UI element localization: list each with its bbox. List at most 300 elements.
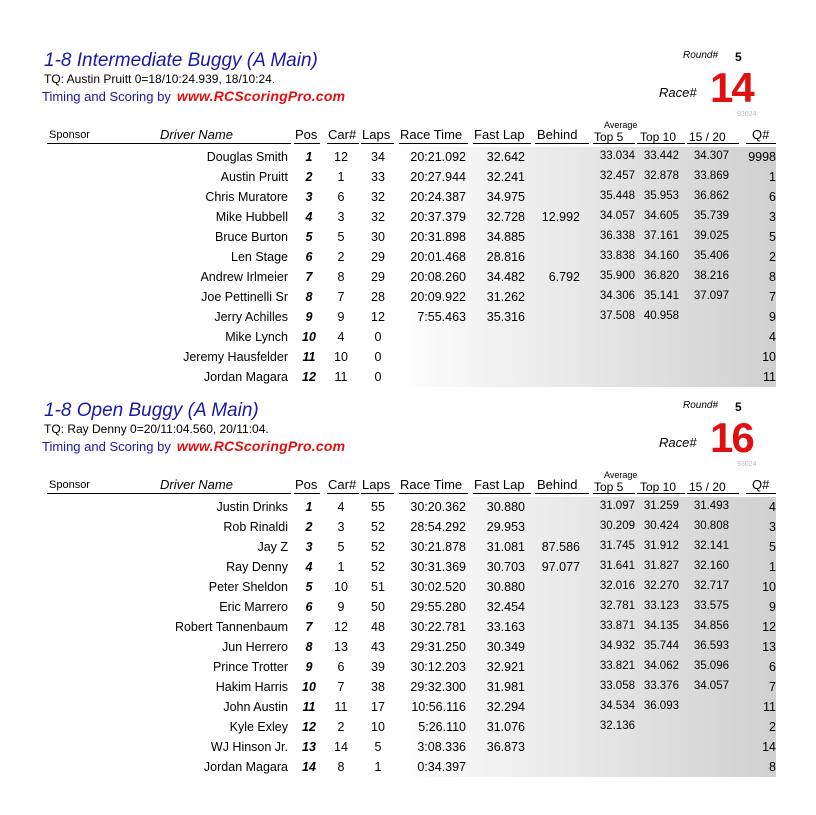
- header-underline: [327, 493, 359, 494]
- qualifying-number: 4: [769, 500, 776, 514]
- race-label: Race#: [659, 435, 697, 450]
- result-row: [0, 227, 816, 247]
- car-number: 1: [337, 170, 345, 184]
- qualifying-number: 6: [769, 660, 776, 674]
- header-underline: [593, 143, 635, 144]
- race-time: 7:55.463: [417, 310, 466, 324]
- driver-name: Prince Trotter: [212, 660, 288, 674]
- driver-name: Jay Z: [257, 540, 288, 554]
- car-number: 9: [337, 600, 345, 614]
- header-underline: [687, 143, 739, 144]
- laps: 29: [371, 270, 385, 284]
- top10-average: 35.744: [643, 640, 679, 652]
- laps: 43: [371, 640, 385, 654]
- race-time: 20:08.260: [410, 270, 466, 284]
- header-underline: [687, 493, 739, 494]
- car-number: 12: [334, 620, 348, 634]
- driver-name: Bruce Burton: [215, 230, 288, 244]
- driver-name: Kyle Exley: [229, 720, 288, 734]
- header-underline: [101, 143, 291, 144]
- top15-20-average: 33.869: [693, 170, 729, 182]
- race-time: 3:08.336: [417, 740, 466, 754]
- laps: 38: [371, 680, 385, 694]
- driver-name: Justin Drinks: [216, 500, 288, 514]
- laps: 17: [371, 700, 385, 714]
- header-underline: [746, 493, 776, 494]
- qualifying-number: 14: [762, 740, 776, 754]
- position: 2: [305, 520, 313, 534]
- scoring-site-link[interactable]: www.RCScoringPro.com: [176, 88, 346, 104]
- result-row: [0, 537, 816, 557]
- result-row: [0, 287, 816, 307]
- fast-lap: 36.873: [486, 740, 525, 754]
- laps: 39: [371, 660, 385, 674]
- top15-20-average: 33.575: [693, 600, 729, 612]
- qualifying-number: 5: [769, 540, 776, 554]
- fast-lap: 30.703: [486, 560, 525, 574]
- position: 4: [305, 560, 313, 574]
- race-time: 20:21.092: [410, 150, 466, 164]
- result-row: [0, 517, 816, 537]
- driver-name: Jeremy Hausfelder: [183, 350, 288, 364]
- top10-average: 40.958: [643, 310, 679, 322]
- top5-average: 33.821: [599, 660, 635, 672]
- row-shading: [396, 327, 776, 347]
- top5-average: 31.745: [599, 540, 635, 552]
- fast-lap: 32.454: [486, 600, 525, 614]
- tq-line: TQ: Austin Pruitt 0=18/10:24.939, 18/10:24.: [44, 72, 276, 86]
- car-number: 5: [337, 230, 345, 244]
- top5-average: 31.641: [599, 560, 635, 572]
- fast-lap: 30.349: [486, 640, 525, 654]
- qualifying-number: 11: [763, 370, 776, 384]
- qualifying-number: 4: [769, 330, 776, 344]
- top10-average: 37.161: [643, 230, 679, 242]
- header-underline: [637, 493, 685, 494]
- race-code: 93024: [737, 111, 757, 118]
- fast-lap: 31.076: [486, 720, 525, 734]
- column-header-top5: Top 5: [594, 480, 624, 494]
- race-time: 30:02.520: [410, 580, 466, 594]
- qualifying-number: 7: [769, 290, 776, 304]
- fast-lap: 32.921: [486, 660, 525, 674]
- top10-average: 33.123: [643, 600, 679, 612]
- driver-name: Mike Lynch: [225, 330, 288, 344]
- row-shading: [396, 347, 776, 367]
- car-number: 8: [337, 270, 345, 284]
- header-underline: [361, 493, 394, 494]
- top15-20-average: 30.808: [693, 520, 729, 532]
- top10-average: 30.424: [643, 520, 679, 532]
- column-header-top10: Top 10: [640, 130, 677, 144]
- driver-name: Andrew Irlmeier: [200, 270, 288, 284]
- top15-20-average: 38.216: [693, 270, 729, 282]
- laps: 32: [371, 190, 385, 204]
- top10-average: 31.259: [643, 500, 679, 512]
- column-header-race-time: Race Time: [400, 477, 463, 492]
- position: 9: [305, 310, 313, 324]
- fast-lap: 33.163: [486, 620, 525, 634]
- position: 7: [305, 270, 313, 284]
- laps: 34: [371, 150, 385, 164]
- race-time: 29:55.280: [410, 600, 466, 614]
- column-header-laps: Laps: [362, 477, 391, 492]
- column-header-car: Car#: [328, 127, 357, 142]
- car-number: 4: [337, 330, 345, 344]
- top10-average: 32.270: [643, 580, 679, 592]
- result-row: [0, 307, 816, 327]
- header-underline: [593, 493, 635, 494]
- result-row: [0, 347, 816, 367]
- race-label: Race#: [659, 85, 697, 100]
- round-number: 5: [735, 50, 742, 64]
- column-header-driver: Driver Name: [160, 477, 233, 492]
- top10-average: 31.827: [643, 560, 679, 572]
- top15-20-average: 31.493: [693, 500, 729, 512]
- timing-credit: [42, 438, 345, 454]
- result-row: [0, 737, 816, 757]
- fast-lap: 35.316: [486, 310, 525, 324]
- car-number: 10: [334, 580, 348, 594]
- tq-line: TQ: Ray Denny 0=20/11:04.560, 20/11:04.: [44, 422, 269, 436]
- laps: 32: [371, 210, 385, 224]
- race-time: 30:12.203: [410, 660, 466, 674]
- driver-name: Mike Hubbell: [215, 210, 288, 224]
- car-number: 3: [337, 210, 345, 224]
- car-number: 6: [337, 660, 345, 674]
- fast-lap: 32.642: [486, 150, 525, 164]
- position: 5: [305, 580, 313, 594]
- laps: 28: [371, 290, 385, 304]
- top10-average: 32.878: [643, 170, 679, 182]
- driver-name: Douglas Smith: [206, 150, 288, 164]
- driver-name: Hakim Harris: [215, 680, 288, 694]
- top15-20-average: 32.141: [693, 540, 729, 552]
- column-header-driver: Driver Name: [160, 127, 233, 142]
- qualifying-number: 9998: [748, 150, 776, 164]
- race-time: 30:20.362: [410, 500, 466, 514]
- car-number: 4: [337, 500, 345, 514]
- fast-lap: 34.482: [486, 270, 525, 284]
- top5-average: 31.097: [599, 500, 635, 512]
- top5-average: 32.136: [599, 720, 635, 732]
- result-row: [0, 557, 816, 577]
- column-header-top10: Top 10: [640, 480, 677, 494]
- race-code: 93024: [737, 461, 757, 468]
- column-header-behind: Behind: [537, 477, 578, 492]
- race-section: [0, 50, 816, 400]
- laps: 50: [371, 600, 385, 614]
- qualifying-number: 9: [769, 600, 776, 614]
- top5-average: 32.016: [599, 580, 635, 592]
- car-number: 14: [334, 740, 348, 754]
- column-header-sponsor: Sponsor: [49, 479, 90, 491]
- laps: 48: [371, 620, 385, 634]
- position: 8: [305, 640, 313, 654]
- race-time: 20:09.922: [410, 290, 466, 304]
- result-row: [0, 577, 816, 597]
- position: 8: [305, 290, 313, 304]
- race-time: 30:31.369: [410, 560, 466, 574]
- race-time: 20:31.898: [410, 230, 466, 244]
- behind: 12.992: [541, 210, 580, 224]
- average-label: Average: [604, 120, 638, 130]
- laps: 1: [374, 760, 382, 774]
- position: 12: [302, 720, 316, 734]
- column-header-race-time: Race Time: [400, 127, 463, 142]
- column-header-fast-lap: Fast Lap: [474, 477, 525, 492]
- header-underline: [473, 143, 531, 144]
- qualifying-number: 11: [763, 700, 776, 714]
- laps: 5: [374, 740, 382, 754]
- race-time: 30:22.781: [410, 620, 466, 634]
- top10-average: 36.093: [643, 700, 679, 712]
- timing-label: Timing and Scoring by: [42, 89, 171, 104]
- driver-name: Ray Denny: [226, 560, 288, 574]
- column-header-pos: Pos: [295, 477, 318, 492]
- result-row: [0, 167, 816, 187]
- fast-lap: 34.885: [486, 230, 525, 244]
- round-label: Round#: [683, 50, 719, 61]
- qualifying-number: 2: [769, 250, 776, 264]
- scoring-site-link[interactable]: www.RCScoringPro.com: [176, 438, 346, 454]
- laps: 0: [374, 350, 382, 364]
- top15-20-average: 35.739: [693, 210, 729, 222]
- qualifying-number: 10: [762, 580, 776, 594]
- fast-lap: 32.294: [486, 700, 525, 714]
- top10-average: 35.953: [643, 190, 679, 202]
- laps: 12: [371, 310, 385, 324]
- column-header-laps: Laps: [362, 127, 391, 142]
- car-number: 13: [334, 640, 348, 654]
- driver-name: WJ Hinson Jr.: [210, 740, 288, 754]
- result-row: [0, 697, 816, 717]
- top15-20-average: 36.862: [693, 190, 729, 202]
- driver-name: Eric Marrero: [219, 600, 288, 614]
- fast-lap: 32.241: [486, 170, 525, 184]
- top10-average: 36.820: [643, 270, 679, 282]
- top5-average: 35.448: [599, 190, 635, 202]
- position: 10: [302, 680, 316, 694]
- position: 6: [305, 600, 313, 614]
- header-underline: [361, 143, 394, 144]
- position: 2: [305, 170, 313, 184]
- header-underline: [535, 493, 589, 494]
- laps: 52: [371, 540, 385, 554]
- driver-name: Jerry Achilles: [214, 310, 288, 324]
- laps: 0: [374, 330, 382, 344]
- top10-average: 35.141: [643, 290, 679, 302]
- car-number: 3: [337, 520, 345, 534]
- top15-20-average: 32.717: [693, 580, 729, 592]
- car-number: 2: [337, 720, 345, 734]
- result-row: [0, 147, 816, 167]
- position: 4: [305, 210, 313, 224]
- qualifying-number: 3: [769, 210, 776, 224]
- header-underline: [327, 143, 359, 144]
- car-number: 5: [337, 540, 345, 554]
- average-label: Average: [604, 470, 638, 480]
- driver-name: Len Stage: [231, 250, 288, 264]
- top5-average: 34.932: [599, 640, 635, 652]
- column-header-fast-lap: Fast Lap: [474, 127, 525, 142]
- header-underline: [101, 493, 291, 494]
- position: 11: [302, 350, 316, 364]
- behind: 97.077: [541, 560, 580, 574]
- driver-name: Jordan Magara: [203, 760, 288, 774]
- top15-20-average: 35.406: [693, 250, 729, 262]
- result-row: [0, 327, 816, 347]
- driver-name: Jordan Magara: [203, 370, 288, 384]
- car-number: 7: [337, 680, 345, 694]
- laps: 52: [371, 560, 385, 574]
- qualifying-number: 1: [769, 560, 776, 574]
- top5-average: 33.058: [599, 680, 635, 692]
- header-underline: [637, 143, 685, 144]
- column-header-top1520: 15 / 20: [689, 130, 726, 144]
- row-shading: [396, 367, 776, 387]
- qualifying-number: 13: [762, 640, 776, 654]
- top5-average: 36.338: [599, 230, 635, 242]
- column-header-top5: Top 5: [594, 130, 624, 144]
- top15-20-average: 34.057: [693, 680, 729, 692]
- race-time: 30:21.878: [410, 540, 466, 554]
- top15-20-average: 36.593: [693, 640, 729, 652]
- race-section: [0, 400, 816, 774]
- position: 1: [305, 150, 313, 164]
- driver-name: John Austin: [223, 700, 288, 714]
- column-header-pos: Pos: [295, 127, 318, 142]
- position: 13: [302, 740, 316, 754]
- driver-name: Austin Pruitt: [220, 170, 288, 184]
- column-header-q: Q#: [752, 477, 770, 492]
- column-header-top1520: 15 / 20: [689, 480, 726, 494]
- position: 3: [305, 190, 313, 204]
- result-row: [0, 497, 816, 517]
- race-time: 29:31.250: [410, 640, 466, 654]
- car-number: 1: [337, 560, 345, 574]
- top15-20-average: 34.856: [693, 620, 729, 632]
- laps: 29: [371, 250, 385, 264]
- result-row: [0, 617, 816, 637]
- driver-name: Robert Tannenbaum: [174, 620, 288, 634]
- column-header-car: Car#: [328, 477, 357, 492]
- header-underline: [746, 143, 776, 144]
- top15-20-average: 37.097: [693, 290, 729, 302]
- top15-20-average: 34.307: [693, 150, 729, 162]
- qualifying-number: 3: [769, 520, 776, 534]
- qualifying-number: 10: [762, 350, 776, 364]
- timing-label: Timing and Scoring by: [42, 439, 171, 454]
- race-time: 20:37.379: [410, 210, 466, 224]
- position: 9: [305, 660, 313, 674]
- position: 5: [305, 230, 313, 244]
- top15-20-average: 32.160: [693, 560, 729, 572]
- car-number: 8: [337, 760, 345, 774]
- race-number: 14: [710, 64, 753, 111]
- qualifying-number: 8: [769, 270, 776, 284]
- race-time: 0:34.397: [417, 760, 466, 774]
- behind: 6.792: [548, 270, 580, 284]
- fast-lap: 31.262: [486, 290, 525, 304]
- position: 12: [302, 370, 316, 384]
- laps: 30: [371, 230, 385, 244]
- result-row: [0, 757, 816, 777]
- fast-lap: 28.816: [486, 250, 525, 264]
- top10-average: 34.062: [643, 660, 679, 672]
- race-time: 20:01.468: [410, 250, 466, 264]
- driver-name: Peter Sheldon: [208, 580, 288, 594]
- qualifying-number: 1: [769, 170, 776, 184]
- position: 11: [302, 700, 316, 714]
- laps: 51: [371, 580, 385, 594]
- driver-name: Jun Herrero: [222, 640, 288, 654]
- round-label: Round#: [683, 400, 719, 411]
- result-row: [0, 267, 816, 287]
- timing-credit: [42, 88, 345, 104]
- result-row: [0, 207, 816, 227]
- laps: 52: [371, 520, 385, 534]
- result-row: [0, 187, 816, 207]
- header-underline: [399, 493, 468, 494]
- header-underline: [294, 493, 320, 494]
- laps: 55: [371, 500, 385, 514]
- top5-average: 33.838: [599, 250, 635, 262]
- driver-name: Joe Pettinelli Sr: [201, 290, 288, 304]
- result-row: [0, 637, 816, 657]
- qualifying-number: 12: [762, 620, 776, 634]
- column-header-sponsor: Sponsor: [49, 129, 90, 141]
- round-number: 5: [735, 400, 742, 414]
- qualifying-number: 7: [769, 680, 776, 694]
- car-number: 10: [334, 350, 348, 364]
- top5-average: 33.034: [599, 150, 635, 162]
- top10-average: 33.442: [643, 150, 679, 162]
- race-number: 16: [710, 414, 753, 461]
- car-number: 2: [337, 250, 345, 264]
- fast-lap: 30.880: [486, 500, 525, 514]
- top15-20-average: 39.025: [693, 230, 729, 242]
- driver-name: Chris Muratore: [205, 190, 288, 204]
- top10-average: 33.376: [643, 680, 679, 692]
- fast-lap: 34.975: [486, 190, 525, 204]
- top10-average: 34.160: [643, 250, 679, 262]
- result-row: [0, 597, 816, 617]
- race-time: 10:56.116: [411, 700, 466, 714]
- top5-average: 34.306: [599, 290, 635, 302]
- driver-name: Rob Rinaldi: [223, 520, 288, 534]
- top5-average: 34.534: [599, 700, 635, 712]
- result-row: [0, 657, 816, 677]
- qualifying-number: 5: [769, 230, 776, 244]
- position: 10: [302, 330, 316, 344]
- top5-average: 35.900: [599, 270, 635, 282]
- column-header-q: Q#: [752, 127, 770, 142]
- qualifying-number: 8: [769, 760, 776, 774]
- race-time: 20:27.944: [410, 170, 466, 184]
- top5-average: 30.209: [599, 520, 635, 532]
- position: 7: [305, 620, 313, 634]
- fast-lap: 31.981: [486, 680, 525, 694]
- result-row: [0, 717, 816, 737]
- top5-average: 32.781: [599, 600, 635, 612]
- header-underline: [535, 143, 589, 144]
- top5-average: 34.057: [599, 210, 635, 222]
- race-time: 28:54.292: [410, 520, 466, 534]
- top10-average: 34.135: [643, 620, 679, 632]
- race-title: 1-8 Open Buggy (A Main): [44, 400, 259, 421]
- position: 1: [305, 500, 313, 514]
